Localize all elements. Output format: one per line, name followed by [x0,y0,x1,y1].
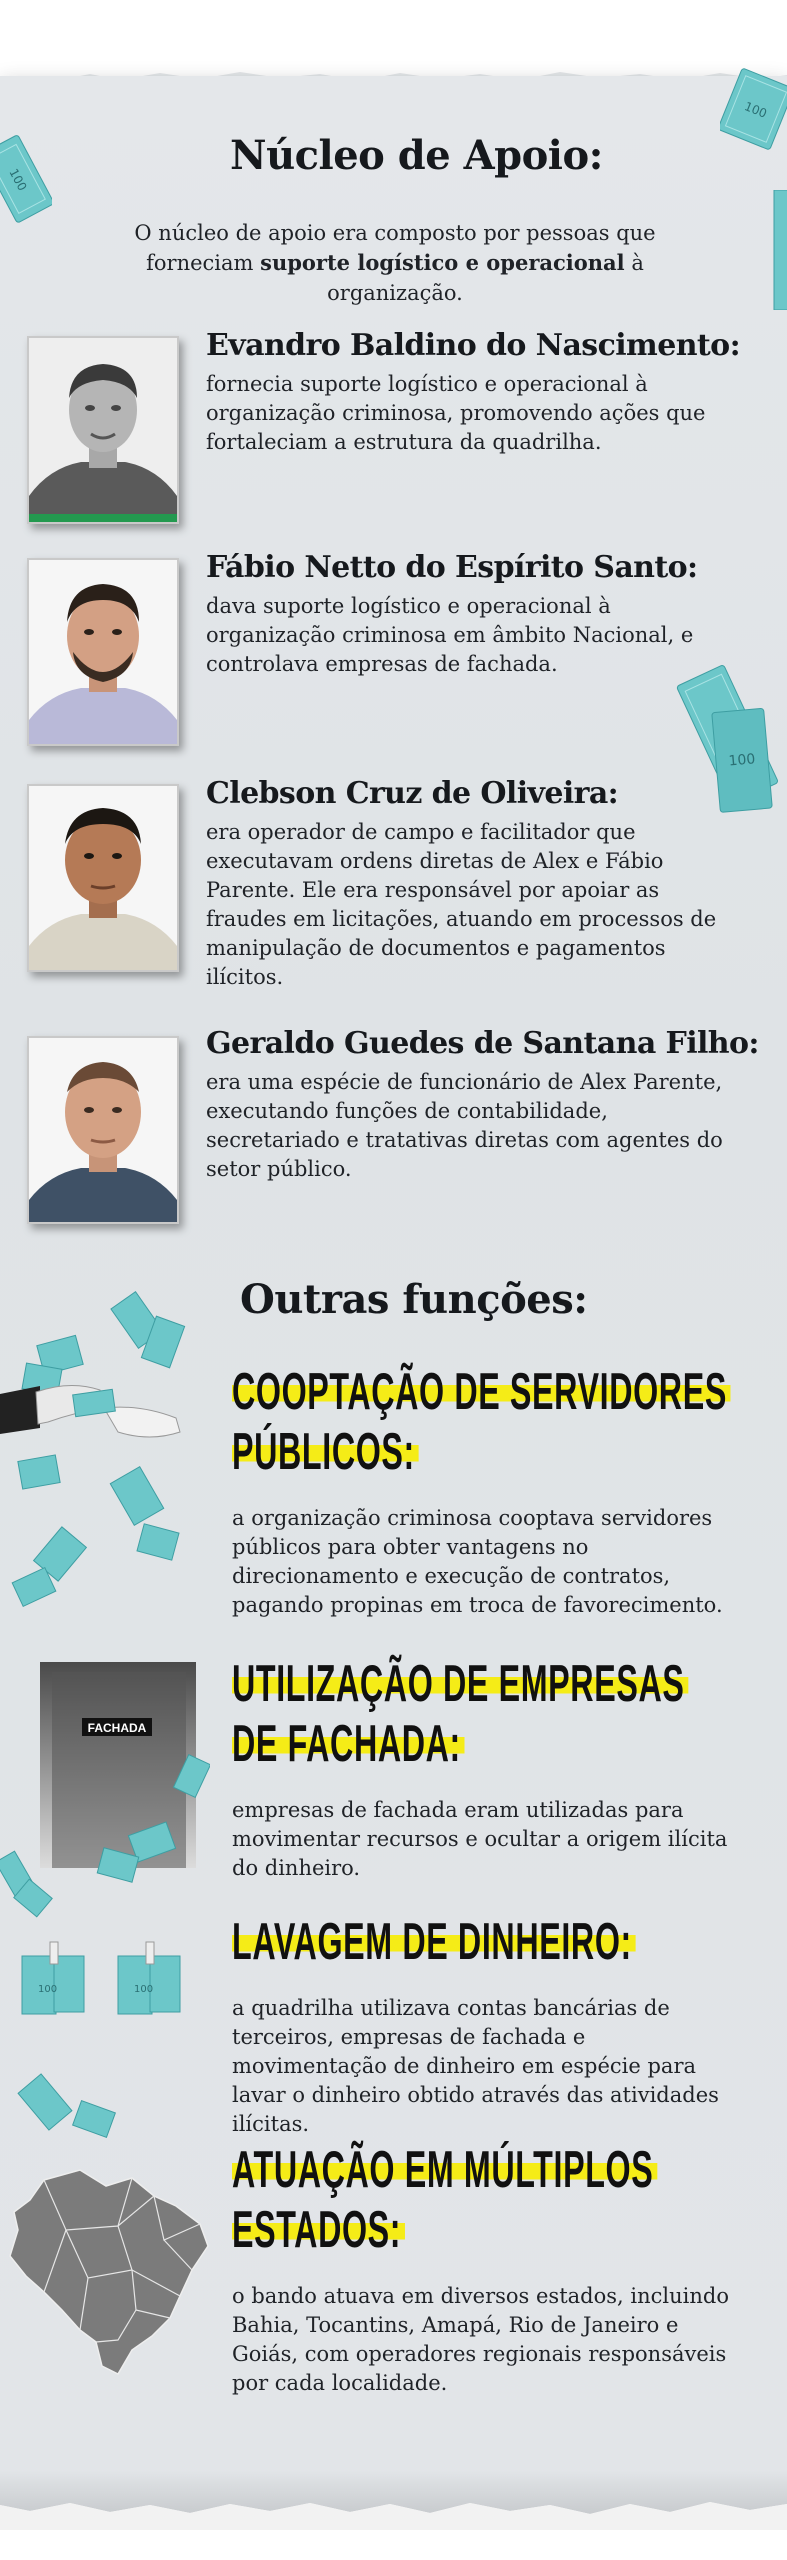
person-description: dava suporte logístico e operacional à organização criminosa em âmbito Nacional, e controlava empresas de fachada. [206,594,694,676]
person-portrait-grayscale [29,338,177,522]
function-title [232,1362,731,1482]
paper-torn-edge-bottom [0,2470,787,2530]
function-title [232,1654,688,1774]
section-intro [80,218,710,308]
function-title-line: ESTADOS: [232,2201,405,2259]
person-photo [27,1036,179,1224]
function-title-line: LAVAGEM DE DINHEIRO: [232,1913,636,1971]
person-description: era operador de campo e facilitador que executavam ordens diretas de Alex e Fábio Parente. Ele era responsável por apoiar as fraudes em licitações, atuando em processos de manipulação de documentos e pagamentos ilícitos. [206,820,717,989]
fachada-door-icon [0,1658,210,1928]
banknote-decoration-left [0,128,52,228]
svg-text:100: 100 [742,99,769,121]
function-description: a quadrilha utilizava contas bancárias de terceiros, empresas de fachada e movimentação de dinheiro em espécie para lavar o dinheiro obtido através das atividades ilícitas. [232,1996,719,2136]
brazil-map-icon [4,2160,214,2380]
function-title-line: PÚBLICOS: [232,1423,419,1481]
function-title-line: ATUAÇÃO EM MÚLTIPLOS [232,2141,657,2199]
function-title [232,1912,636,1972]
person-portrait [29,560,177,744]
person-description: era uma espécie de funcionário de Alex Parente, executando funções de contabilidade, secretariado e tratativas diretas com agentes do setor público. [206,1070,723,1181]
bribe-handshake-icon [0,1282,200,1612]
function-description: o bando atuava em diversos estados, incluindo Bahia, Tocantins, Amapá, Rio de Janeiro e Goiás, com operadores regionais responsáveis por cada localidade. [232,2284,729,2395]
function-description: empresas de fachada eram utilizadas para movimentar recursos e ocultar a origem ilícita do dinheiro. [232,1798,728,1880]
banknote-decoration-right-edge [770,190,787,310]
person-name: Evandro Baldino do Nascimento: [206,328,741,363]
person-name: Clebson Cruz de Oliveira: [206,776,619,811]
intro-text-end: à organização. [327,251,644,305]
person-name: Fábio Netto do Espírito Santo: [206,550,698,585]
intro-text-bold: suporte logístico e operacional [260,250,625,275]
svg-text:100: 100 [134,1984,154,1995]
function-description: a organização criminosa cooptava servidores públicos para obter vantagens no direcionamento e execução de contratos, pagando propinas em troca de favorecimento. [232,1506,723,1617]
money-clothesline-icon [0,1936,210,2156]
intro-text-start: O núcleo de apoio era composto por pessoas que forneciam [134,221,656,275]
person-photo [27,558,179,746]
function-title-line: UTILIZAÇÃO DE EMPRESAS [232,1655,688,1713]
section-title-functions: Outras funções: [240,1276,588,1323]
section-title-support: Núcleo de Apoio: [230,132,603,179]
banknote-decoration-top-right [720,66,787,152]
function-title-line: COOPTAÇÃO DE SERVIDORES [232,1363,731,1421]
door-sign-text: FACHADA [87,1721,147,1735]
function-title-line: DE FACHADA: [232,1715,465,1773]
svg-text:100: 100 [728,751,757,770]
person-photo [27,336,179,524]
person-description: fornecia suporte logístico e operacional à organização criminosa, promovendo ações que fortaleciam a estrutura da quadrilha. [206,372,706,454]
function-title [232,2140,657,2260]
person-photo [27,784,179,972]
person-portrait [29,1038,177,1222]
person-portrait [29,786,177,970]
person-name: Geraldo Guedes de Santana Filho: [206,1026,759,1061]
svg-text:100: 100 [6,166,30,194]
svg-text:100: 100 [38,1984,58,1995]
